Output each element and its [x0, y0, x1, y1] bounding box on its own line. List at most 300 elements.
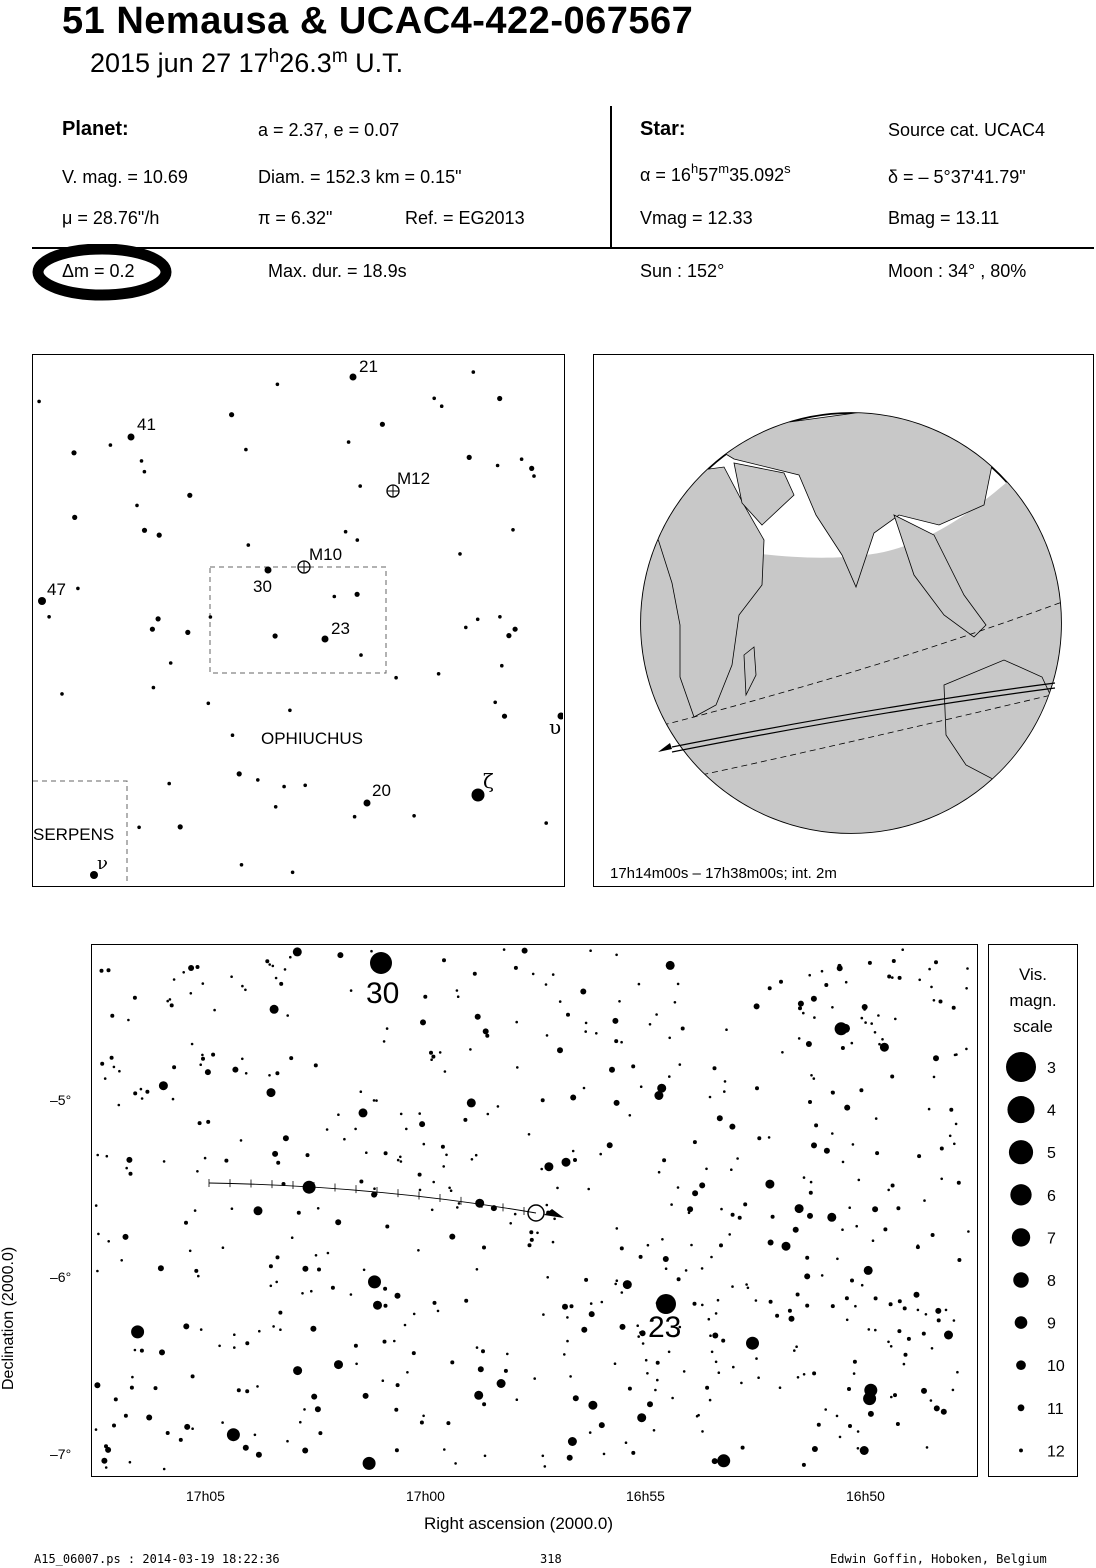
field-star [887, 1341, 890, 1344]
field-star [318, 1431, 322, 1435]
field-star [649, 1023, 652, 1026]
field-star [279, 982, 283, 986]
field-star [456, 1206, 459, 1209]
star-label-21: 21 [359, 357, 378, 376]
field-star [897, 1329, 901, 1333]
finder-star [506, 633, 511, 638]
finder-star [37, 400, 41, 404]
field-star [506, 1353, 509, 1356]
field-star [894, 1018, 897, 1021]
y-tick-label: –7° [50, 1446, 72, 1462]
field-star [471, 1158, 474, 1161]
field-star [536, 1232, 539, 1235]
field-star [258, 1330, 261, 1333]
field-star [775, 1314, 779, 1318]
field-star [199, 1063, 202, 1066]
field-star [417, 1249, 420, 1252]
constellation-label: OPHIUCHUS [261, 729, 364, 748]
field-star [798, 1006, 802, 1010]
finder-star [72, 515, 77, 520]
field-star [469, 1048, 472, 1051]
field-star [107, 1240, 110, 1243]
field-star [805, 1256, 809, 1260]
field-star [890, 1396, 893, 1399]
field-star [146, 1415, 152, 1421]
field-star [343, 1138, 346, 1141]
field-star [813, 1077, 816, 1080]
field-star [717, 1454, 730, 1467]
finder-star [152, 686, 156, 690]
field-star [616, 1227, 619, 1230]
field-star [923, 1199, 926, 1202]
field-star [400, 1160, 403, 1163]
field-star [446, 1421, 450, 1425]
field-star [838, 964, 842, 968]
field-star [227, 1428, 240, 1441]
field-star [779, 1386, 782, 1389]
field-star [917, 1309, 920, 1312]
field-star [844, 1105, 850, 1111]
planet-orbit: a = 2.37, e = 0.07 [258, 120, 400, 140]
finder-star [169, 661, 173, 665]
field-star [952, 1389, 955, 1392]
planet-heading: Planet: [62, 118, 129, 140]
field-star [297, 1211, 301, 1215]
finder-star [380, 422, 385, 427]
field-star [114, 1397, 118, 1401]
field-star [945, 1309, 948, 1312]
field-star [930, 1399, 933, 1402]
field-star [656, 1379, 659, 1382]
finder-star [356, 538, 360, 542]
legend-symbol [1018, 1404, 1025, 1411]
field-star [738, 1216, 742, 1220]
field-star [96, 1270, 99, 1273]
field-star [848, 1424, 852, 1428]
field-star [572, 1150, 575, 1153]
field-star [629, 1114, 632, 1117]
field-star [331, 1286, 335, 1290]
field-star [567, 1455, 573, 1461]
field-star [861, 1284, 864, 1287]
field-star [125, 1167, 128, 1170]
field-star [542, 1455, 545, 1458]
field-star [254, 1206, 263, 1215]
field-star [693, 1302, 697, 1306]
field-star [821, 970, 824, 973]
field-star [852, 1143, 855, 1146]
field-star [705, 1168, 708, 1171]
field-star [853, 1372, 856, 1375]
field-star [665, 1267, 668, 1270]
field-star [668, 1075, 671, 1078]
field-star [661, 1238, 664, 1241]
field-star [731, 1213, 735, 1217]
field-star [458, 1202, 461, 1205]
field-star [265, 959, 269, 963]
field-star [793, 1349, 796, 1352]
field-star [221, 1421, 224, 1424]
x-tick-label: 17h05 [186, 1488, 225, 1504]
finder-star [458, 552, 462, 556]
field-star [182, 971, 185, 974]
field-star [705, 1386, 709, 1390]
field-star [363, 1393, 369, 1399]
field-star [779, 980, 783, 984]
finder-star [76, 587, 80, 591]
finder-star-named [322, 636, 329, 643]
field-star [907, 1337, 911, 1341]
field-star [552, 1241, 555, 1244]
field-star [625, 1441, 628, 1444]
field-star [599, 1153, 602, 1156]
x-axis-label: Right ascension (2000.0) [424, 1514, 614, 1533]
field-star [901, 948, 904, 951]
field-star [354, 1128, 357, 1131]
field-star [712, 1333, 718, 1339]
finder-star [231, 733, 235, 737]
field-star [811, 996, 817, 1002]
footer-author: Edwin Goffin, Hoboken, Belgium [830, 1552, 1047, 1566]
field-star [422, 1415, 425, 1418]
field-star [140, 1088, 143, 1091]
field-star [631, 1451, 635, 1455]
field-star [419, 1189, 422, 1192]
field-star [141, 1097, 144, 1100]
field-star [645, 1359, 648, 1362]
field-star [166, 1000, 169, 1003]
field-star [588, 1401, 597, 1410]
field-star [275, 1071, 279, 1075]
page-title: 51 Nemausa & UCAC4-422-067567 [62, 0, 694, 42]
field-star [244, 989, 247, 992]
field-star [812, 1371, 816, 1375]
field-star [769, 1300, 773, 1304]
x-tick-label: 17h00 [406, 1488, 445, 1504]
field-star [796, 1293, 800, 1297]
field-star [781, 1051, 784, 1054]
field-star [747, 1287, 750, 1290]
field-star [145, 1090, 149, 1094]
field-star [546, 1276, 549, 1279]
field-star [404, 1324, 407, 1327]
field-star [516, 1066, 519, 1069]
field-star [850, 1279, 854, 1283]
field-star [743, 1202, 747, 1206]
finder-star [135, 504, 139, 508]
field-star [757, 1376, 760, 1379]
finder-star [140, 459, 144, 463]
field-star [412, 1351, 416, 1355]
field-star [196, 1170, 199, 1173]
field-star [883, 1227, 887, 1231]
field-star [754, 1003, 760, 1009]
field-star [903, 1306, 907, 1310]
field-star [413, 1313, 416, 1316]
finder-star [333, 595, 337, 599]
field-star [679, 1063, 682, 1066]
field-star [112, 1424, 116, 1428]
field-star [654, 1389, 657, 1392]
finder-star [498, 615, 502, 619]
field-star [158, 1265, 164, 1271]
field-star [430, 1058, 433, 1061]
field-star [628, 1387, 632, 1391]
field-star [647, 1401, 653, 1407]
finder-star [150, 627, 155, 632]
field-star [746, 1337, 759, 1350]
field-star [736, 1157, 739, 1160]
field-star [725, 1028, 728, 1031]
field-star [269, 1264, 273, 1268]
field-star [887, 1189, 890, 1192]
field-star [293, 1366, 302, 1375]
field-star [301, 1292, 304, 1295]
field-star [105, 1466, 108, 1469]
finder-star [502, 714, 507, 719]
field-star [528, 1133, 531, 1136]
finder-star-named [364, 800, 371, 807]
field-star [395, 1293, 401, 1299]
legend-symbol [1013, 1272, 1029, 1288]
field-star [286, 1440, 289, 1443]
field-star [373, 1099, 376, 1102]
field-star [394, 1408, 398, 1412]
field-star [599, 1422, 605, 1428]
field-star [476, 1268, 479, 1271]
footer-file: A15_06007.ps : 2014-03-19 18:22:36 [34, 1552, 280, 1566]
field-star [474, 1391, 483, 1400]
field-star [442, 958, 446, 962]
field-star [620, 1041, 623, 1044]
field-star [326, 1128, 329, 1131]
field-star [612, 1018, 618, 1024]
field-star [893, 1393, 897, 1397]
field-star [956, 1371, 959, 1374]
cluster-label-m10: M10 [309, 545, 343, 564]
finder-star [432, 397, 436, 401]
field-star [620, 1324, 626, 1330]
field-star [808, 1100, 812, 1104]
finder-star [476, 618, 480, 622]
legend-mag-label: 4 [1047, 1102, 1056, 1120]
field-star [813, 1016, 816, 1019]
field-star [383, 1340, 387, 1344]
field-star [836, 1258, 839, 1261]
field-star [585, 1022, 588, 1025]
field-star [205, 1069, 211, 1075]
field-star [603, 1453, 606, 1456]
field-star [570, 1095, 576, 1101]
star-label-20: 20 [372, 781, 391, 800]
field-star [940, 1178, 943, 1181]
finder-star [71, 450, 76, 455]
field-star [699, 1182, 705, 1188]
field-star [303, 1408, 306, 1411]
finder-star [355, 592, 360, 597]
field-star [475, 1014, 481, 1020]
field-star [233, 1346, 236, 1349]
finder-star [493, 701, 497, 705]
field-star [270, 1285, 273, 1288]
field-star [204, 1157, 207, 1160]
field-star [955, 1123, 958, 1126]
field-star [677, 1277, 681, 1281]
field-star [481, 1349, 485, 1353]
finder-star [209, 615, 213, 619]
field-star [522, 948, 528, 954]
legend-symbol [1015, 1316, 1028, 1329]
finder-star [529, 466, 534, 471]
star-source: Source cat. UCAC4 [888, 120, 1046, 140]
field-star [134, 1349, 137, 1352]
finder-star [513, 627, 518, 632]
field-star [855, 1225, 858, 1228]
legend-symbol [1009, 1140, 1033, 1164]
field-star [418, 1173, 422, 1177]
star-label-upsilon: υ [549, 715, 562, 739]
field-star [755, 1357, 758, 1360]
legend-mag-label: 6 [1047, 1187, 1056, 1205]
field-star [386, 1027, 389, 1030]
field-star [618, 1000, 621, 1003]
field-star [448, 1187, 451, 1190]
field-star [482, 1246, 486, 1250]
field-star [283, 1135, 289, 1141]
legend-symbol [1007, 1096, 1034, 1123]
legend-mag-label: 12 [1047, 1443, 1065, 1461]
legend-title-line3: scale [1013, 1017, 1053, 1036]
field-star [350, 1293, 353, 1296]
field-star [457, 995, 460, 998]
field-star [432, 1181, 435, 1184]
field-star [952, 1006, 956, 1010]
field-star [609, 1067, 615, 1073]
field-star [545, 983, 548, 986]
field-star [872, 1239, 875, 1242]
finder-star [497, 396, 502, 401]
finder-star-named [128, 434, 135, 441]
field-star [917, 1154, 921, 1158]
finder-star [394, 676, 398, 680]
field-star [383, 1287, 387, 1291]
field-star [354, 1344, 358, 1348]
field-star [870, 1022, 873, 1025]
field-star [241, 985, 244, 988]
field-star [163, 1160, 166, 1163]
field-star [804, 1273, 810, 1279]
finder-star [244, 448, 248, 452]
field-star [623, 1280, 632, 1289]
field-star [476, 1346, 479, 1349]
field-star [179, 1438, 183, 1442]
field-star [584, 1030, 587, 1033]
magnitude-legend [988, 944, 1078, 1477]
field-star [789, 1316, 795, 1322]
field-star [696, 1415, 699, 1418]
field-star [615, 954, 618, 957]
field-star [824, 983, 828, 987]
field-star [853, 1360, 857, 1364]
field-star [768, 1240, 774, 1246]
y-tick-label: –5° [50, 1092, 72, 1108]
field-star [423, 995, 427, 999]
planet-parallax: π = 6.32" [258, 208, 333, 228]
legend-symbol [1006, 1052, 1036, 1082]
finder-star [532, 474, 536, 478]
field-star [631, 1064, 635, 1068]
field-star [397, 1159, 400, 1162]
field-star [701, 1267, 704, 1270]
field-star [657, 1084, 666, 1093]
field-star [129, 1172, 133, 1176]
star-label-zeta: ζ [483, 769, 494, 793]
legend-title-line2: magn. [1009, 991, 1057, 1010]
field-star [368, 1275, 381, 1288]
field-star [256, 1385, 259, 1388]
field-star [728, 1233, 731, 1236]
field-star [653, 1429, 656, 1432]
field-star [532, 973, 535, 976]
field-star [475, 1199, 484, 1208]
field-star [405, 1128, 408, 1131]
field-star [95, 1428, 98, 1431]
finder-star [464, 626, 468, 630]
field-star [191, 1043, 194, 1046]
field-star [544, 1162, 553, 1171]
field-star [807, 1213, 813, 1219]
field-star [931, 1347, 934, 1350]
field-star [835, 1022, 848, 1035]
finder-star [440, 404, 444, 408]
field-star [467, 1098, 476, 1107]
field-star [863, 1008, 866, 1011]
field-star [327, 1252, 330, 1255]
field-star [418, 1112, 421, 1115]
moon-elongation: Moon : 34° , 80% [888, 261, 1027, 281]
field-star [170, 1003, 174, 1007]
field-star [595, 1032, 598, 1035]
field-star [120, 1259, 123, 1262]
field-star [857, 1430, 860, 1433]
field-star [965, 1048, 968, 1051]
finder-star-named [350, 374, 357, 381]
field-star [685, 1269, 688, 1272]
legend-mag-label: 8 [1047, 1273, 1056, 1290]
field-star [544, 1465, 547, 1468]
field-star [189, 1250, 192, 1253]
field-star [874, 1031, 877, 1034]
field-star [581, 1327, 587, 1333]
field-star [105, 1447, 111, 1453]
field-star [713, 1066, 717, 1070]
field-star [827, 1213, 836, 1222]
field-star [839, 1436, 842, 1439]
field-star [681, 1027, 685, 1031]
field-star [172, 1065, 176, 1069]
field-star [637, 1335, 640, 1338]
field-star [272, 1151, 278, 1157]
field-star [640, 1330, 646, 1336]
field-star [666, 961, 675, 970]
field-star [918, 979, 921, 982]
legend-mag-label: 7 [1047, 1230, 1056, 1248]
field-star [614, 1100, 620, 1106]
star-label-41: 41 [137, 415, 156, 434]
field-star [431, 1209, 434, 1212]
field-star [647, 1244, 650, 1247]
field-star [845, 981, 848, 984]
